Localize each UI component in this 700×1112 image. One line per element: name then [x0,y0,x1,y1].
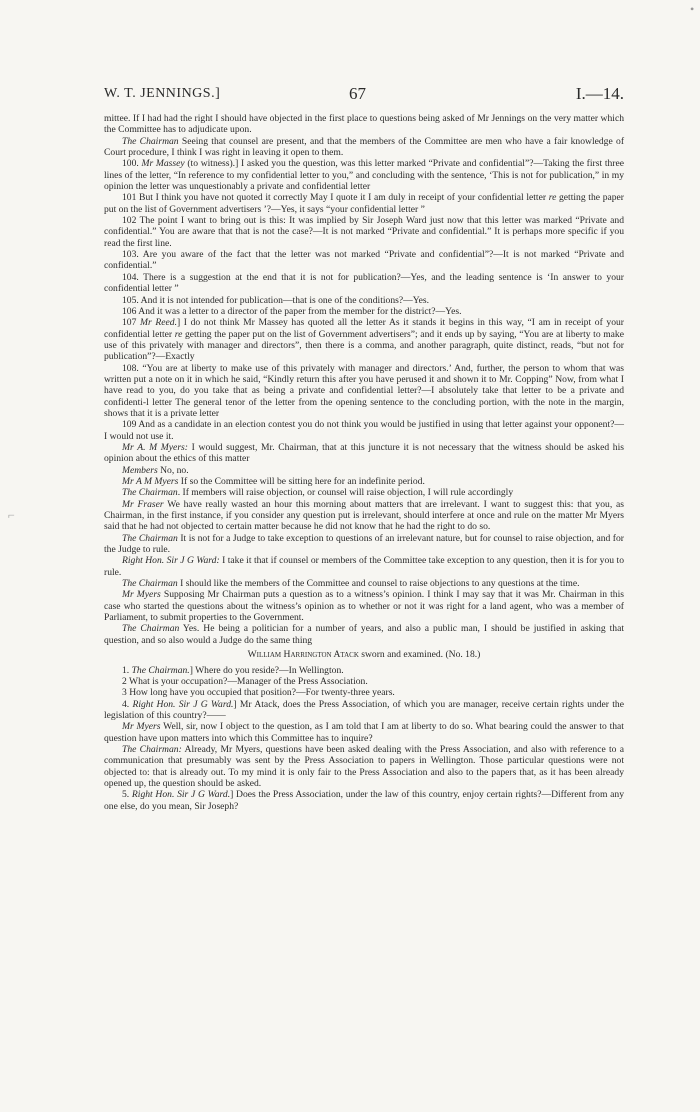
paragraph-text: If so the Committee will be sitting here for an indefinite period. [178,476,425,487]
speaker-or-emphasis: Mr Myers [122,721,161,733]
speaker-or-emphasis: Right Hon. Sir J G Ward: [122,555,220,567]
speaker-or-emphasis: Mr Myers [122,589,161,601]
paragraph-text: 3 How long have you occupied that position?—For twenty-three years. [122,687,395,699]
speaker-or-emphasis: The Chairman [122,487,178,499]
transcript-paragraph [104,476,624,487]
paragraph-text: (to witness).] I asked you the question, was this letter marked “Private and confidential”?—Taking the first three lines of the letter, “In reference to my confidential letter to you,” and concluding with the sentence, ‘This is not for publication,” in my opinion the letter was unquestionably a private and confidential letter [104,158,624,193]
paragraph-text: 108. “You are at liberty to make use of this privately with manager and directors.’ And, further, the person to whom that was written put a note on it in which he said, “Kindly return this after you have perused it and shown it to Mr. Copping” Now, from what I have read to you, do you take that as being a private and confidential letter?—I absolutely take that letter to be a private and confidenti-l letter The general tenor of the letter from the opening sentence to the concluding portion, with the note in the margin, shows that it is a private letter [104,362,624,419]
transcript-paragraph [104,578,624,589]
witness-heading [104,649,624,660]
paragraph-text: William Harrington Atack [247,649,359,661]
paragraph-text: Supposing Mr Chairman puts a question as to a witness’s opinion. I think I may say that it was Mr. Chairman in this case who started the questions about the witness’s opinion as to whether or not it was right for a land agent, who was a member of Parliament, to submit properties to the Government. [104,589,625,624]
speaker-or-emphasis: The Chairman: [122,743,182,755]
speaker-or-emphasis: The Chairman [122,578,178,590]
transcript-paragraph [104,249,624,272]
page-number: 67 [349,84,366,103]
transcript-paragraph [104,442,624,465]
transcript-paragraph [104,317,624,362]
speaker-or-emphasis: The Chairman [122,623,180,635]
paragraph-text: 106 And it was a letter to a director of the paper from the member for the district?—Yes. [122,305,462,317]
page-header [104,86,624,106]
paragraph-text: I would suggest, Mr. Chairman, that at this juncture it is not necessary that the witness should be asked his opinion about the ethics of this matter [104,441,624,465]
paragraph-text: 103. Are you aware of the fact that the letter was not marked “Private and confidential”?—It is not marked “Private and confidential.” [104,249,624,272]
transcript-paragraph [104,158,624,192]
paragraph-text: mittee. If I had had the right I should have objected in the first place to questions being asked of Mr Jennings on the very matter which the Committee has to adjudicate upon. [104,113,624,136]
transcript-paragraph [104,623,624,646]
speaker-or-emphasis: Mr Fraser [122,498,164,510]
paragraph-text: 101 But I think you have not quoted it correctly May I quote it I am duly in receipt of your confidential letter [122,192,549,204]
transcript-paragraph [104,465,624,476]
paragraph-text: ] Does the Press Association, under the law of this country, enjoy certain rights?—Different from any one else, do you mean, Sir Joseph? [104,789,625,812]
transcript-paragraph [104,363,624,420]
paragraph-text: I should like the members of the Committee and counsel to raise objections to any questions at the time. [177,578,580,590]
speaker-or-emphasis: re [548,192,557,204]
speaker-or-emphasis: Members [122,464,158,476]
paragraph-text: sworn and examined. (No. 18.) [358,649,481,661]
speaker-or-emphasis: Mr Massey [141,158,185,170]
paragraph-text: ] Where do you reside?—In Wellington. [189,664,344,676]
transcript-paragraph [104,699,624,722]
speaker-or-emphasis: Mr A M Myers [122,476,179,487]
paragraph-text: 102 The point I want to bring out is this: It was implied by Sir Joseph Ward just now that this letter was marked “Private and confidential.” You are aware that that is not the case?—It is not marked “Private and confidential.” It is perhaps more specific if you read the first line. [104,215,624,249]
paragraph-text: Seeing that counsel are present, and that the members of the Committee are men who have a fair knowledge of Court procedure, I think I was right in leaving it open to them. [104,135,625,159]
margin-tick-mark: ⌐ [8,508,15,522]
transcript-paragraph [104,744,624,789]
paragraph-text: 4. [122,698,133,710]
paragraph-text: 1. [122,664,132,676]
paragraph-text: No, no. [157,464,189,476]
paragraph-text: Yes. He being a politician for a number of years, and also a public man, I should be justified in asking that question, and so also would a Judge do the same thing [104,623,625,646]
transcript-paragraph [104,192,624,215]
paragraph-text: 109 And as a candidate in an election contest you do not think you would be justified in using that letter against your opponent?—I would not use it. [104,419,624,442]
paragraph-text: 100. [122,158,142,170]
transcript-paragraph [104,676,624,687]
speaker-or-emphasis: The Chairman [122,135,179,147]
paragraph-text: 2 What is your occupation?—Manager of the Press Association. [122,675,368,687]
speaker-or-emphasis: Right Hon. Sir J G Ward. [131,789,231,801]
transcript-body [104,113,624,812]
speaker-or-emphasis: Mr A. M Myers: [122,441,188,453]
corner-mark: • [690,2,695,16]
transcript-paragraph [104,789,624,812]
paragraph-text: getting the paper put on the list of Government advertisers”; and it ends up by saying, “You are at liberty to make use of this privately with manager and directors”, then there is a comma, and another paragraph, quite distinct, reads, “but not for publication”?—Exactly [104,328,624,363]
paragraph-text: It is not for a Judge to take exception to questions of an irrelevant nature, but for counsel to raise objection, and for the Judge to rule. [104,532,624,556]
paragraph-text: ] Mr Atack, does the Press Association, of which you are manager, receive certain rights under the legislation of this country?—— [104,698,624,721]
transcript-paragraph [104,306,624,317]
transcript-paragraph [104,295,624,306]
transcript-paragraph [104,272,624,295]
transcript-paragraph [104,419,624,442]
header-witness: W. T. JENNINGS.] [104,86,221,101]
transcript-paragraph [104,499,624,533]
paragraph-text: Well, sir, now I object to the question, as I am told that I am at liberty to do so. What bearing could the answer to that question have upon matters into which this Committee has to inquire? [104,721,624,744]
transcript-paragraph [104,721,624,744]
paragraph-text: 107 [122,317,141,329]
paragraph-text: Already, Mr Myers, questions have been asked dealing with the Press Association, and also with reference to a communication that presumably was sent by the Press Association to papers in Wellington. Those particular questions were not objected to: that is already out. To my mind it is only fair to the Press Association and also to the papers that, as it has been already opened up, the question should be asked. [104,743,624,789]
paragraph-text: . If members will raise objection, or counsel will raise objection, I will rule accordingly [177,487,514,499]
paragraph-text: We have really wasted an hour this morning about matters that are irrelevant. I want to suggest this: that you, as Chairman, in the first instance, if you consider any question put is irrelevant, should interfere at once and rule on the matter Mr Myers said that he had not objected to certain matter because he did not know that he had the right to do so. [104,498,625,533]
paragraph-text: getting the paper put on the list of Government advertisers ’?—Yes, it says “your confidential letter ” [104,192,624,215]
paragraph-text: 104. There is a suggestion at the end that it is not for publication?—Yes, and the leading sentence is ‘In answer to your confidential letter ” [104,271,624,295]
transcript-paragraph [104,555,624,578]
transcript-paragraph [104,136,624,159]
paragraph-text: ] I do not think Mr Massey has quoted all the letter As it stands it begins in this way, “I am in receipt of your confidential letter [104,317,624,340]
speaker-or-emphasis: The Chairman [122,532,178,544]
paragraph-text: I take it that if counsel or members of the Committee take exception to any question, then it is for you to rule. [104,555,624,578]
speaker-or-emphasis: The Chairman. [131,664,190,676]
speaker-or-emphasis: re [174,328,183,340]
transcript-paragraph [104,687,624,698]
speaker-or-emphasis: Mr Reed. [140,317,177,329]
transcript-paragraph [104,665,624,676]
paragraph-text: 5. [122,789,132,801]
transcript-paragraph [104,589,624,623]
document-reference: I.—14. [575,84,624,103]
transcript-paragraph [104,487,624,498]
transcript-paragraph [104,533,624,556]
speaker-or-emphasis: Right Hon. Sir J G Ward. [132,698,234,710]
transcript-paragraph [104,113,624,136]
paragraph-text: 105. And it is not intended for publication—that is one of the conditions?—Yes. [122,294,430,306]
transcript-paragraph [104,215,624,249]
